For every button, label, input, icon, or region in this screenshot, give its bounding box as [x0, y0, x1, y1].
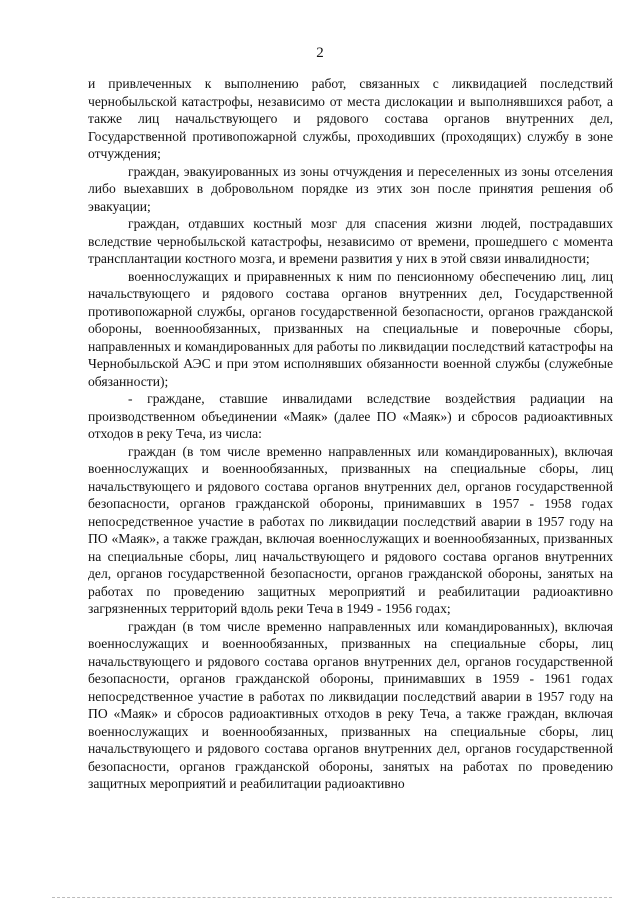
scan-edge-divider — [52, 897, 612, 898]
paragraph: военнослужащих и приравненных к ним по пенсионному обеспечению лиц, лиц начальствующего и рядового состава органов внутренних дел, Государственной противопожарной службы, органов государственной безопасности, органов гражданской обороны, военнообязанных, призванных на специальные и поверочные сборы, направленных и командированных для работы по ликвидации последствий катастрофы на Чернобыльской АЭС и при этом исполнявших обязанности военной службы (служебные обязанности); — [88, 268, 613, 389]
paragraph: - граждане, ставшие инвалидами вследствие воздействия радиации на производственном объединении «Маяк» (далее ПО «Маяк») и сбросов радиоактивных отходов в реку Теча, из числа: — [88, 391, 613, 441]
paragraph: граждан, эвакуированных из зоны отчуждения и переселенных из зоны отселения либо выехавших в добровольном порядке из этих зон после принятия решения об эвакуации; — [88, 163, 613, 214]
page-number: 2 — [316, 45, 324, 61]
paragraph: и привлеченных к выполнению работ, связанных с ликвидацией последствий чернобыльской катастрофы, независимо от места дислокации и выполнявшихся работ, а также лиц начальствующего и рядового состава органов внутренних дел, Государственной противопожарной службы, проходивших (проходящих) службу в зоне отчуждения; — [88, 76, 613, 161]
paragraph: граждан, отдавших костный мозг для спасения жизни людей, пострадавших вследствие чернобыльской катастрофы, независимо от времени, прошедшего с момента трансплантации костного мозга, и времени развития у них в этой связи инвалидности; — [88, 216, 613, 266]
paragraph: граждан (в том числе временно направленных или командированных), включая военнослужащих и военнообязанных, призванных на специальные сборы, лиц начальствующего и рядового состава органов внутренних дел, органов государственной безопасности, органов гражданской обороны, принимавших в 1959 - 1961 годах непосредственное участие в работах по ликвидации последствий аварии в 1957 году на ПО «Маяк» и сбросов радиоактивных отходов в реку Теча, а также граждан, включая военнослужащих и военнообязанных, призванных на специальные сборы, лиц начальствующего и рядового состава органов внутренних дел, органов государственной безопасности, органов гражданской обороны, занятых на работах по проведению защитных мероприятий и реабилитации радиоактивно — [88, 618, 613, 791]
paragraph: граждан (в том числе временно направленных или командированных), включая военнослужащих и военнообязанных, призванных на специальные сборы, лиц начальствующего и рядового состава органов внутренних дел, органов государственной безопасности, органов гражданской обороны, принимавших в 1957 - 1958 годах непосредственное участие в работах по ликвидации последствий аварии в 1957 году на ПО «Маяк», а также граждан, включая военнослужащих и военнообязанных, призванных на специальные сборы, лиц начальствующего и рядового состава органов внутренних дел, органов государственной безопасности, органов гражданской обороны, занятых на работах по проведению защитных мероприятий и реабилитации радиоактивно загрязненных территорий вдоль реки Теча в 1949 - 1956 годах; — [88, 443, 613, 616]
document-body — [88, 75, 613, 793]
